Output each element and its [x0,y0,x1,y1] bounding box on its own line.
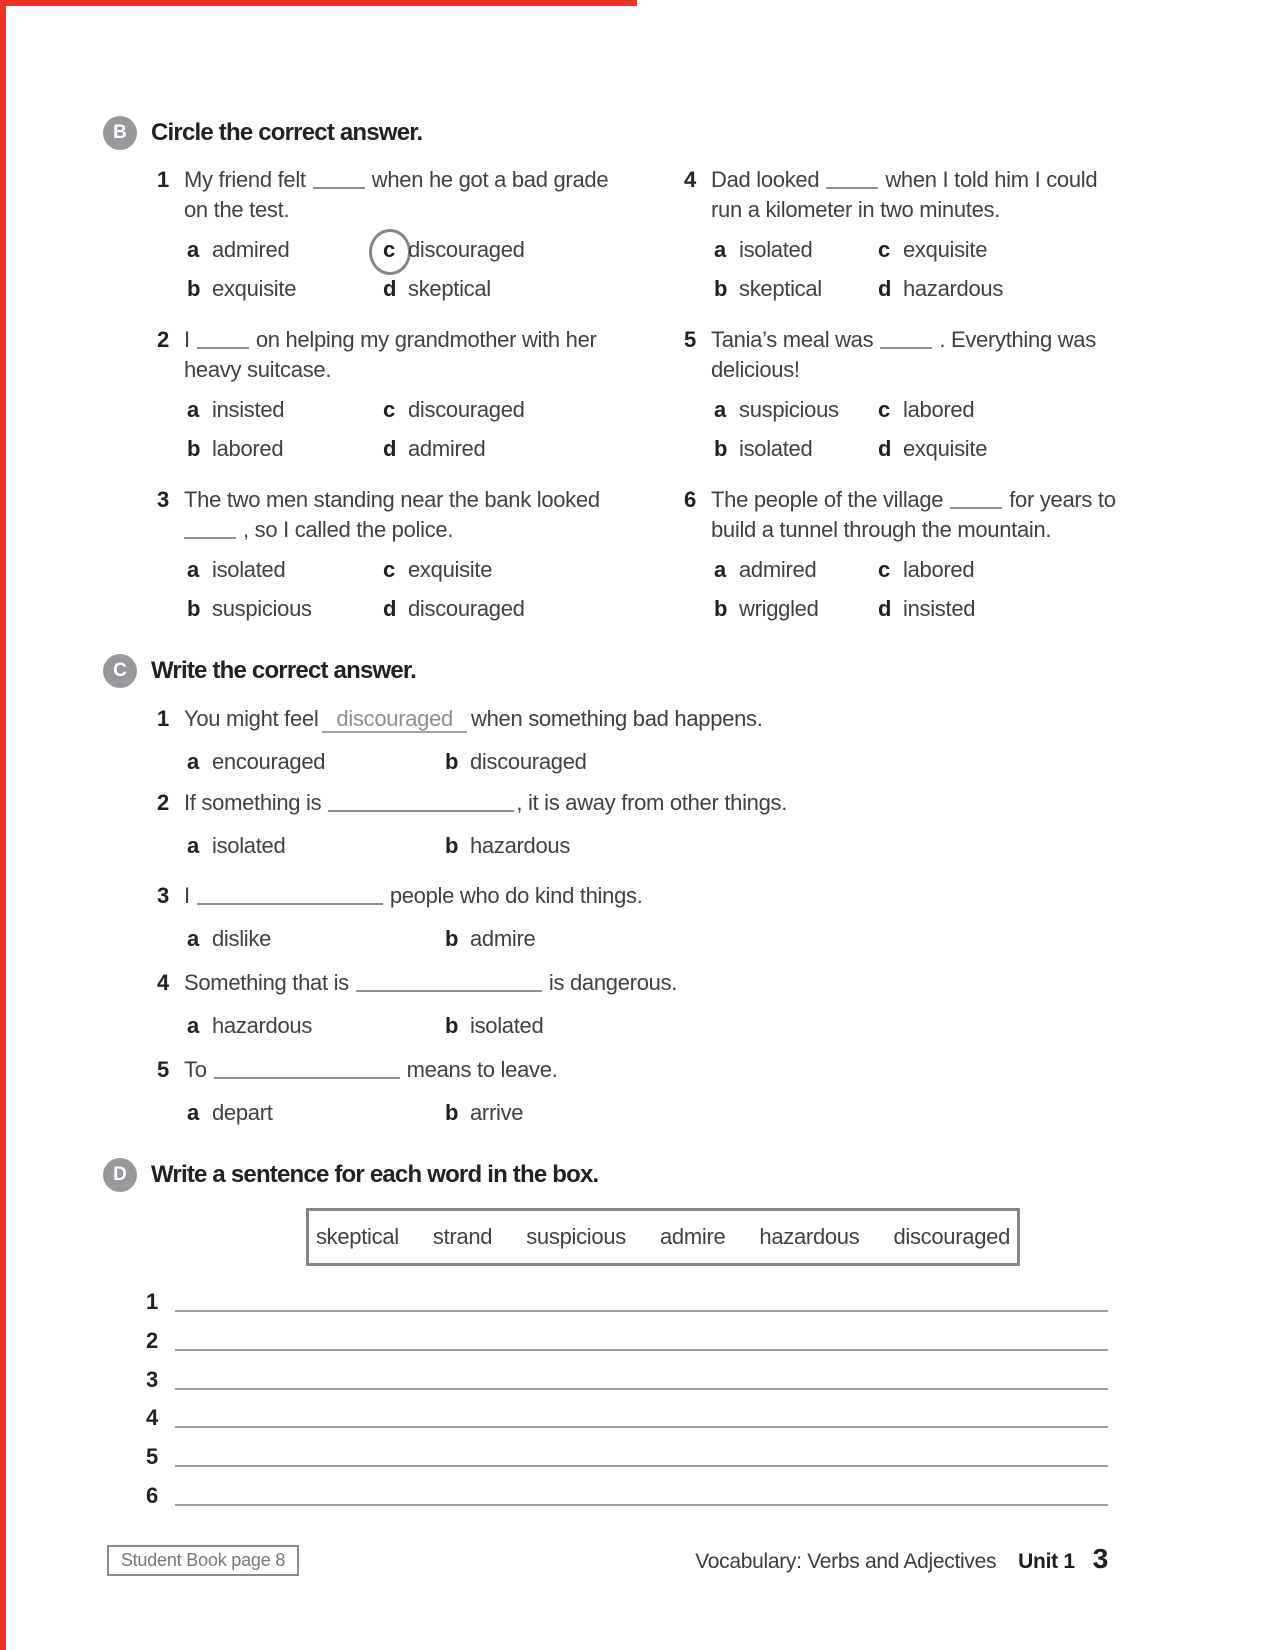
option-b: b wriggled [714,596,819,621]
question-number: 1 [157,706,169,731]
option-b: b labored [187,436,284,461]
question-number: 3 [157,883,169,908]
option-b: b isolated [445,1013,544,1038]
option-a: a encouraged [187,749,326,774]
answer-blank [880,331,932,349]
writing-line-number: 1 [146,1289,158,1314]
word-box [306,1208,1020,1266]
question-text-line2: , so I called the police. [184,516,453,544]
option-a: a isolated [187,833,286,858]
option-c: c exquisite [878,237,988,262]
question-text: Something that is is dangerous. [184,970,678,995]
question-number: 1 [157,167,169,192]
question-text-line2: heavy suitcase. [184,357,332,382]
option-b: b isolated [714,436,813,461]
option-d: d skeptical [383,276,491,301]
writing-line-number: 2 [146,1328,158,1353]
word-box-item: discouraged [893,1224,1011,1249]
option-a: a isolated [714,237,813,262]
option-a: a admired [714,557,817,582]
question-text-line2: delicious! [711,357,800,382]
question-number: 4 [684,167,696,192]
section-d-header [103,1158,598,1192]
word-box-item: hazardous [759,1224,860,1249]
page-edge-top-accent [0,0,637,6]
answer-blank [950,491,1002,509]
question-text-line2: build a tunnel through the mountain. [711,517,1052,542]
option-b: b exquisite [187,276,297,301]
option-b: b discouraged [445,749,587,774]
writing-line [175,1388,1108,1390]
section-b-header [103,116,422,150]
option-a: a hazardous [187,1013,313,1038]
word-box-item: strand [432,1224,493,1249]
question-text-line2: on the test. [184,197,290,222]
option-b: b arrive [445,1100,524,1125]
student-book-reference: Student Book page 8 [107,1545,299,1576]
footer-category: Vocabulary: Verbs and Adjectives [695,1550,997,1573]
answer-blank [197,887,383,905]
question-text-line1: I on helping my grandmother with her [184,327,597,352]
option-d: d exquisite [878,436,988,461]
section-c-badge: C [103,654,137,688]
option-d: d insisted [878,596,976,621]
answer-blank [356,974,542,992]
question-text: If something is , it is away from other things. [184,790,788,815]
writing-line-number: 6 [146,1483,158,1508]
question-text-line2: run a kilometer in two minutes. [711,197,1001,222]
page-edge-left-accent [0,0,6,1650]
writing-line-number: 4 [146,1405,158,1430]
section-c-header [103,654,416,688]
question-text-line1: The people of the village for years to [711,487,1116,512]
option-d: d discouraged [383,596,525,621]
section-b-badge: B [103,116,137,150]
question-number: 4 [157,970,169,995]
writing-line [175,1349,1108,1351]
question-text-line1: Dad looked when I told him I could [711,167,1098,192]
section-d-title: Write a sentence for each word in the box. [151,1161,599,1188]
page-number: 3 [1092,1543,1108,1574]
option-d: d admired [383,436,486,461]
answer-blank [313,171,365,189]
option-a: a isolated [187,557,286,582]
option-b: b suspicious [187,596,312,621]
question-text: You might feel discouraged when something bad happens. [184,706,763,731]
answer-blank [826,171,878,189]
option-d: d hazardous [878,276,1004,301]
option-a: a insisted [187,397,285,422]
section-d-badge: D [103,1158,137,1192]
writing-line-number: 3 [146,1367,158,1392]
option-b: b skeptical [714,276,822,301]
question-number: 2 [157,790,169,815]
writing-line [175,1465,1108,1467]
question-text-line1: Tania’s meal was . Everything was [711,327,1096,352]
question-text: I people who do kind things. [184,883,643,908]
question-number: 5 [684,327,696,352]
word-box-item: suspicious [526,1224,626,1249]
writing-line-number: 5 [146,1444,158,1469]
question-number: 3 [157,487,169,512]
option-a: a dislike [187,926,272,951]
section-b-title: Circle the correct answer. [151,119,423,146]
option-c: c labored [878,397,975,422]
question-text-line1: The two men standing near the bank looked [184,487,600,512]
option-a: a depart [187,1100,273,1125]
word-box-item: admire [659,1224,726,1249]
question-number: 6 [684,487,696,512]
answer-blank [328,794,514,812]
word-box-item: skeptical [315,1224,399,1249]
option-c: c discouraged [383,397,525,422]
question-number: 2 [157,327,169,352]
question-text: To means to leave. [184,1057,558,1082]
option-b: b hazardous [445,833,571,858]
option-c: c labored [878,557,975,582]
option-b: b admire [445,926,536,951]
writing-line [175,1310,1108,1312]
option-a: a suspicious [714,397,839,422]
option-c: c discouraged [383,237,525,262]
question-number: 5 [157,1057,169,1082]
question-text-line1: My friend felt when he got a bad grade [184,167,609,192]
answer-blank [184,521,236,539]
option-c: c exquisite [383,557,493,582]
answer-blank [214,1061,400,1079]
section-c-title: Write the correct answer. [151,657,417,684]
option-a: a admired [187,237,290,262]
filled-answer: discouraged [322,706,467,733]
answer-blank [197,331,249,349]
writing-line [175,1504,1108,1506]
footer-unit: Unit 1 [1018,1550,1075,1573]
writing-line [175,1426,1108,1428]
footer [695,1543,1108,1575]
